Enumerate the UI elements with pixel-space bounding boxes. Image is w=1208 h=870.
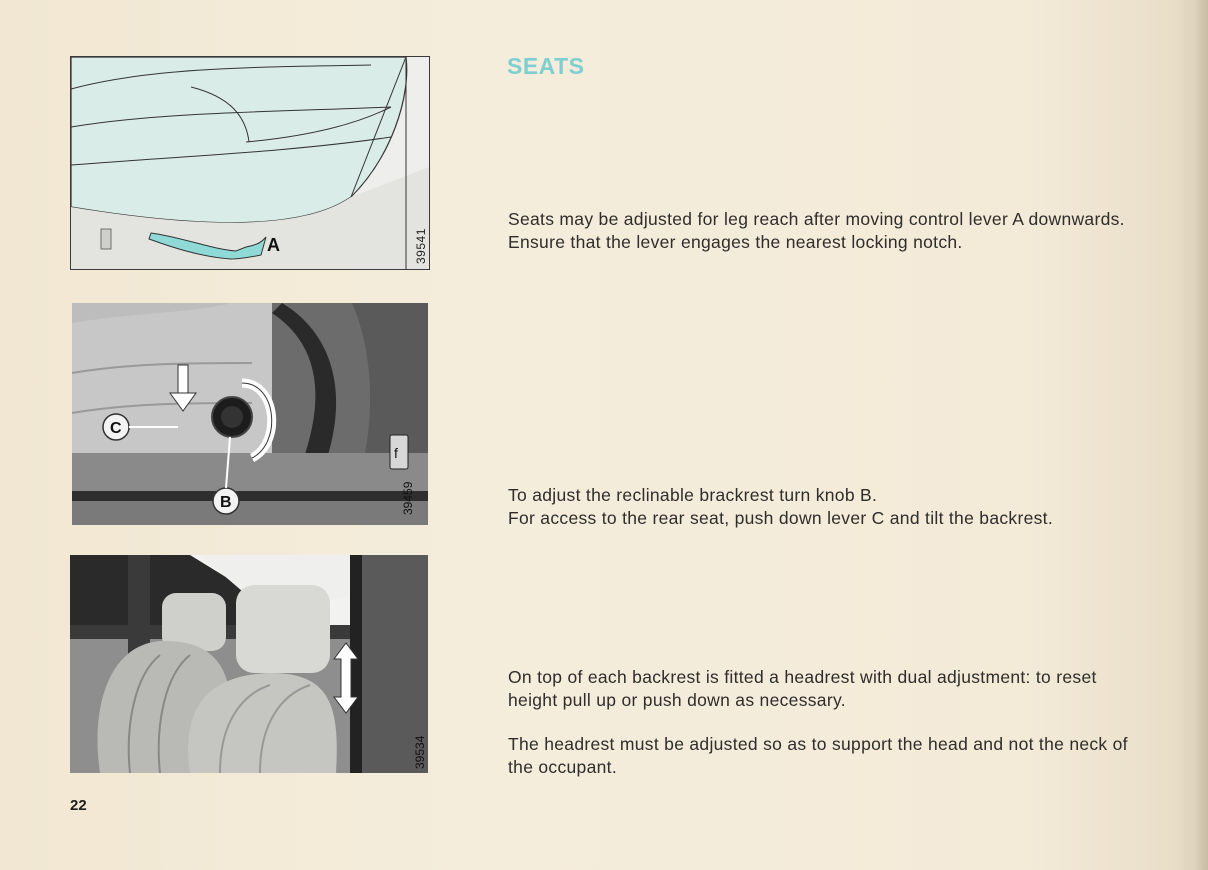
paragraph-text: Seats may be adjusted for leg reach after moving control lever A downwards. xyxy=(508,209,1125,229)
headrest-photo xyxy=(70,555,428,773)
callout-c: C xyxy=(110,420,122,437)
figure-headrest xyxy=(70,555,428,773)
paragraph-recline xyxy=(508,484,1148,529)
page-title: SEATS xyxy=(507,53,585,79)
figure-seat-lever xyxy=(70,56,430,270)
figure-recline-knob xyxy=(72,303,428,525)
page-number: 22 xyxy=(70,797,87,814)
figure-code: 39541 xyxy=(414,228,428,264)
callout-b: B xyxy=(220,494,232,511)
paragraph-text: For access to the rear seat, push down lever C and tilt the backrest. xyxy=(508,507,1053,528)
callout-a: A xyxy=(267,235,280,255)
recline-knob-photo xyxy=(72,303,428,525)
figure-code: 39459 xyxy=(401,481,415,515)
paragraph-leg-reach xyxy=(508,208,1148,253)
paragraph-text: Ensure that the lever engages the nearest locking notch. xyxy=(508,231,963,252)
paragraph-text: To adjust the reclinable brackrest turn knob B. xyxy=(508,485,878,505)
figure-code: 39534 xyxy=(413,735,427,769)
paragraph-headrest-adjust xyxy=(508,666,1148,711)
seat-lever-illustration xyxy=(71,57,429,269)
page-edge-shadow xyxy=(1194,0,1208,870)
paragraph-headrest-support xyxy=(508,733,1148,778)
paragraph-text: The headrest must be adjusted so as to support the head and not the neck of the occupant. xyxy=(508,734,1128,777)
paragraph-text: On top of each backrest is fitted a headrest with dual adjustment: to reset height pull up or push down as necessary. xyxy=(508,667,1097,710)
svg-text:f: f xyxy=(394,445,398,461)
